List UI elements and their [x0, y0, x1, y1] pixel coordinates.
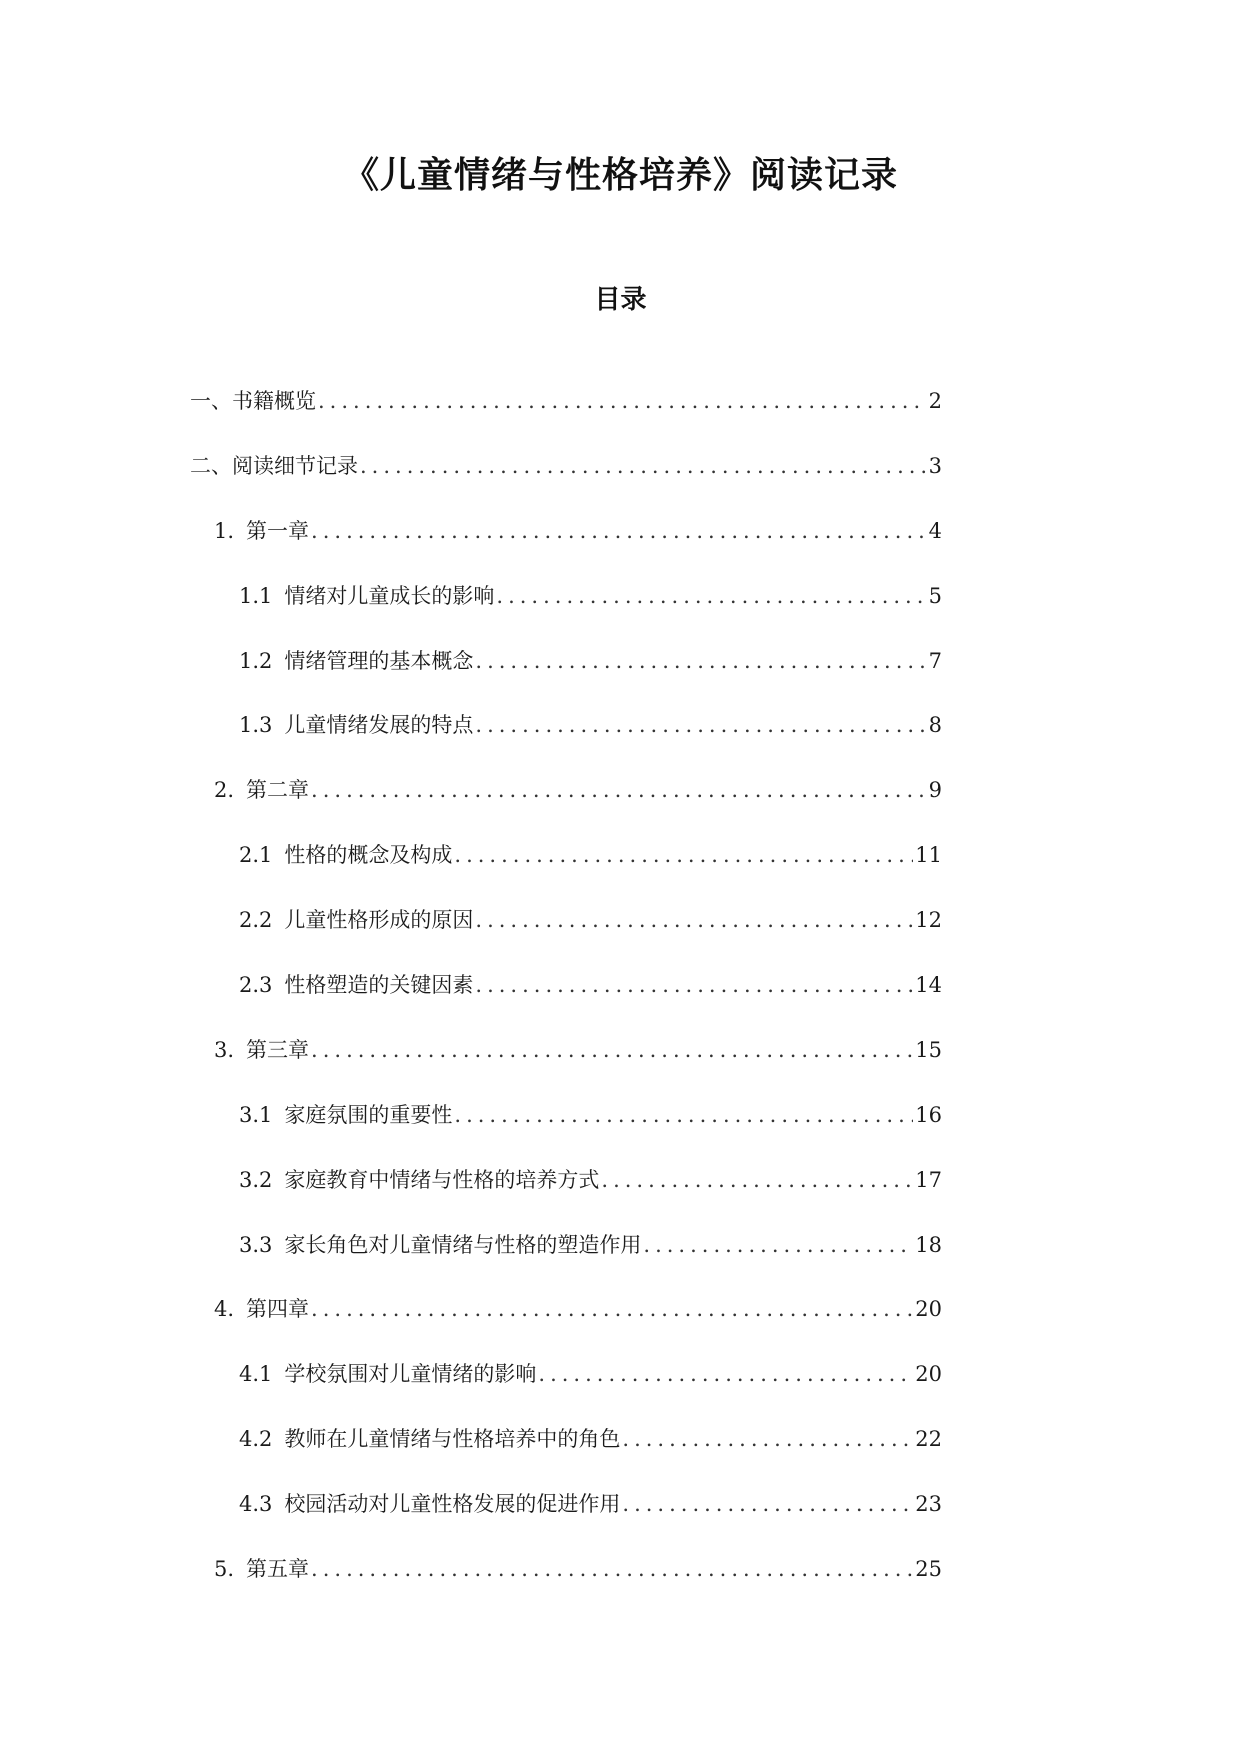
toc-entry[interactable] — [0, 1035, 1241, 1100]
toc-entry-page: 7 — [928, 648, 942, 673]
toc-entry-page: 8 — [928, 713, 942, 738]
toc-entry-number: 2.1 — [239, 843, 273, 868]
toc-dot-leader — [360, 451, 926, 481]
toc-entry-number: 3.1 — [239, 1102, 273, 1127]
toc-dot-leader — [601, 1165, 913, 1195]
toc-entry-page: 15 — [915, 1037, 942, 1062]
toc-heading: 目录 — [594, 285, 647, 315]
toc-entry-page: 9 — [928, 778, 942, 803]
toc-entry-label: 家庭氛围的重要性 — [284, 1102, 453, 1127]
toc-entry-label: 情绪管理的基本概念 — [284, 648, 474, 673]
toc-dot-leader — [475, 646, 926, 676]
toc-entry[interactable] — [0, 1424, 1241, 1489]
toc-entry-label: 性格塑造的关键因素 — [284, 973, 474, 998]
table-of-contents — [0, 386, 1241, 1619]
toc-entry-label: 第三章 — [246, 1037, 310, 1062]
toc-entry-page: 20 — [915, 1297, 942, 1322]
toc-entry-number: 4. — [214, 1297, 235, 1322]
toc-entry-label: 儿童性格形成的原因 — [284, 908, 474, 933]
toc-entry-page: 14 — [915, 973, 942, 998]
toc-entry[interactable] — [0, 1554, 1241, 1619]
toc-dot-leader — [311, 1554, 913, 1584]
toc-entry-label: 第一章 — [246, 518, 310, 543]
toc-entry-label: 性格的概念及构成 — [284, 843, 453, 868]
toc-entry[interactable] — [0, 646, 1241, 711]
toc-entry-page: 3 — [928, 453, 942, 478]
toc-entry[interactable] — [0, 386, 1241, 451]
toc-entry-label: 校园活动对儿童性格发展的促进作用 — [284, 1492, 621, 1517]
toc-entry[interactable] — [0, 905, 1241, 970]
toc-entry-number: 3.3 — [239, 1232, 273, 1257]
toc-entry-number: 2. — [214, 778, 235, 803]
toc-entry-number: 4.2 — [239, 1427, 273, 1452]
toc-dot-leader — [318, 386, 926, 416]
toc-dot-leader — [496, 581, 926, 611]
toc-dot-leader — [475, 970, 913, 1000]
toc-entry[interactable] — [0, 970, 1241, 1035]
toc-dot-leader — [538, 1359, 913, 1389]
toc-entry-page: 12 — [915, 908, 942, 933]
toc-entry-label: 教师在儿童情绪与性格培养中的角色 — [284, 1427, 621, 1452]
toc-entry-page: 16 — [915, 1102, 942, 1127]
toc-entry-label: 第四章 — [246, 1297, 310, 1322]
toc-entry[interactable] — [0, 451, 1241, 516]
toc-entry-number: 4.1 — [239, 1362, 273, 1387]
toc-entry-number: 1.2 — [239, 648, 273, 673]
toc-entry-label: 第二章 — [246, 778, 310, 803]
toc-dot-leader — [454, 1100, 913, 1130]
toc-entry[interactable] — [0, 710, 1241, 775]
toc-dot-leader — [475, 710, 926, 740]
toc-dot-leader — [311, 516, 926, 546]
toc-entry-label: 家长角色对儿童情绪与性格的塑造作用 — [284, 1232, 642, 1257]
toc-entry-number: 3. — [214, 1037, 235, 1062]
toc-entry[interactable] — [0, 1294, 1241, 1359]
toc-entry[interactable] — [0, 581, 1241, 646]
toc-entry-number: 3.2 — [239, 1167, 273, 1192]
toc-entry-number: 1. — [214, 518, 235, 543]
toc-entry-label: 家庭教育中情绪与性格的培养方式 — [284, 1167, 600, 1192]
toc-entry-page: 25 — [915, 1557, 942, 1582]
toc-entry[interactable] — [0, 1100, 1241, 1165]
toc-entry-page: 5 — [928, 583, 942, 608]
toc-entry[interactable] — [0, 1165, 1241, 1230]
toc-entry[interactable] — [0, 1230, 1241, 1295]
toc-entry[interactable] — [0, 775, 1241, 840]
toc-entry-number: 2.3 — [239, 973, 273, 998]
toc-entry-label: 一、书籍概览 — [190, 389, 316, 413]
document-title: 《儿童情绪与性格培养》阅读记录 — [342, 154, 898, 196]
toc-dot-leader — [454, 840, 913, 870]
toc-entry-page: 2 — [928, 389, 942, 413]
toc-dot-leader — [311, 775, 926, 805]
toc-entry-number: 2.2 — [239, 908, 273, 933]
toc-entry-label: 学校氛围对儿童情绪的影响 — [284, 1362, 537, 1387]
toc-entry-label: 儿童情绪发展的特点 — [284, 713, 474, 738]
toc-entry-number: 1.1 — [239, 583, 273, 608]
toc-entry-page: 17 — [915, 1167, 942, 1192]
toc-entry[interactable] — [0, 1489, 1241, 1554]
toc-entry-page: 18 — [915, 1232, 942, 1257]
toc-dot-leader — [311, 1294, 913, 1324]
toc-entry-number: 5. — [214, 1557, 235, 1582]
toc-entry-label: 情绪对儿童成长的影响 — [284, 583, 495, 608]
toc-entry-page: 11 — [915, 843, 942, 868]
toc-dot-leader — [643, 1230, 913, 1260]
toc-entry-number: 1.3 — [239, 713, 273, 738]
toc-entry[interactable] — [0, 516, 1241, 581]
toc-entry-number: 4.3 — [239, 1492, 273, 1517]
toc-entry[interactable] — [0, 1359, 1241, 1424]
toc-dot-leader — [622, 1489, 913, 1519]
toc-entry-page: 23 — [915, 1492, 942, 1517]
toc-entry-page: 20 — [915, 1362, 942, 1387]
toc-entry-page: 22 — [915, 1427, 942, 1452]
toc-dot-leader — [311, 1035, 913, 1065]
toc-entry-label: 二、阅读细节记录 — [190, 453, 358, 478]
toc-dot-leader — [622, 1424, 913, 1454]
toc-dot-leader — [475, 905, 913, 935]
toc-entry-page: 4 — [928, 518, 942, 543]
toc-entry[interactable] — [0, 840, 1241, 905]
toc-entry-label: 第五章 — [246, 1557, 310, 1582]
